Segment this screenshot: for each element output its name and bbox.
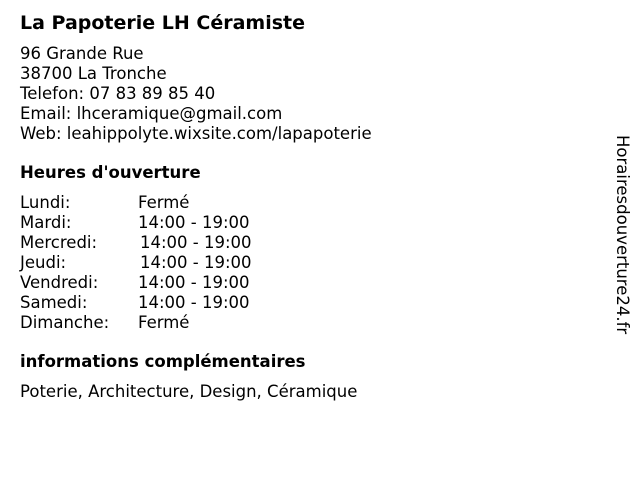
day-hours: 14:00 - 19:00 xyxy=(138,213,250,232)
day-label: Mercredi: xyxy=(20,233,98,252)
hours-row-dimanche xyxy=(20,313,580,333)
day-hours: 14:00 - 19:00 xyxy=(140,253,252,272)
street-address: 96 Grande Rue xyxy=(20,44,144,63)
hours-row-jeudi xyxy=(20,253,580,273)
extra-info-heading: informations complémentaires xyxy=(20,352,306,371)
day-label: Jeudi: xyxy=(20,253,67,272)
web-line: Web: leahippolyte.wixsite.com/lapapoterie xyxy=(20,124,372,143)
day-hours: Fermé xyxy=(138,193,190,212)
site-watermark: Horairesdouverture24.fr xyxy=(613,135,632,335)
city-address: 38700 La Tronche xyxy=(20,64,167,83)
hours-row-mardi xyxy=(20,213,580,233)
email-line: Email: lhceramique@gmail.com xyxy=(20,104,283,123)
day-label: Lundi: xyxy=(20,193,71,212)
hours-row-vendredi xyxy=(20,273,580,293)
day-label: Dimanche: xyxy=(20,313,110,332)
business-card xyxy=(20,11,580,402)
hours-row-mercredi xyxy=(20,233,580,253)
day-label: Vendredi: xyxy=(20,273,99,292)
day-label: Samedi: xyxy=(20,293,88,312)
day-hours: Fermé xyxy=(138,313,190,332)
opening-hours-heading: Heures d'ouverture xyxy=(20,163,201,182)
day-hours: 14:00 - 19:00 xyxy=(138,273,250,292)
phone-line: Telefon: 07 83 89 85 40 xyxy=(20,84,216,103)
day-hours: 14:00 - 19:00 xyxy=(140,233,252,252)
business-name: La Papoterie LH Céramiste xyxy=(20,12,306,34)
contact-block xyxy=(20,44,580,144)
opening-hours-table xyxy=(20,193,580,333)
extra-info-text: Poterie, Architecture, Design, Céramique xyxy=(20,382,358,401)
day-label: Mardi: xyxy=(20,213,72,232)
day-hours: 14:00 - 19:00 xyxy=(138,293,250,312)
hours-row-lundi xyxy=(20,193,580,213)
hours-row-samedi xyxy=(20,293,580,313)
